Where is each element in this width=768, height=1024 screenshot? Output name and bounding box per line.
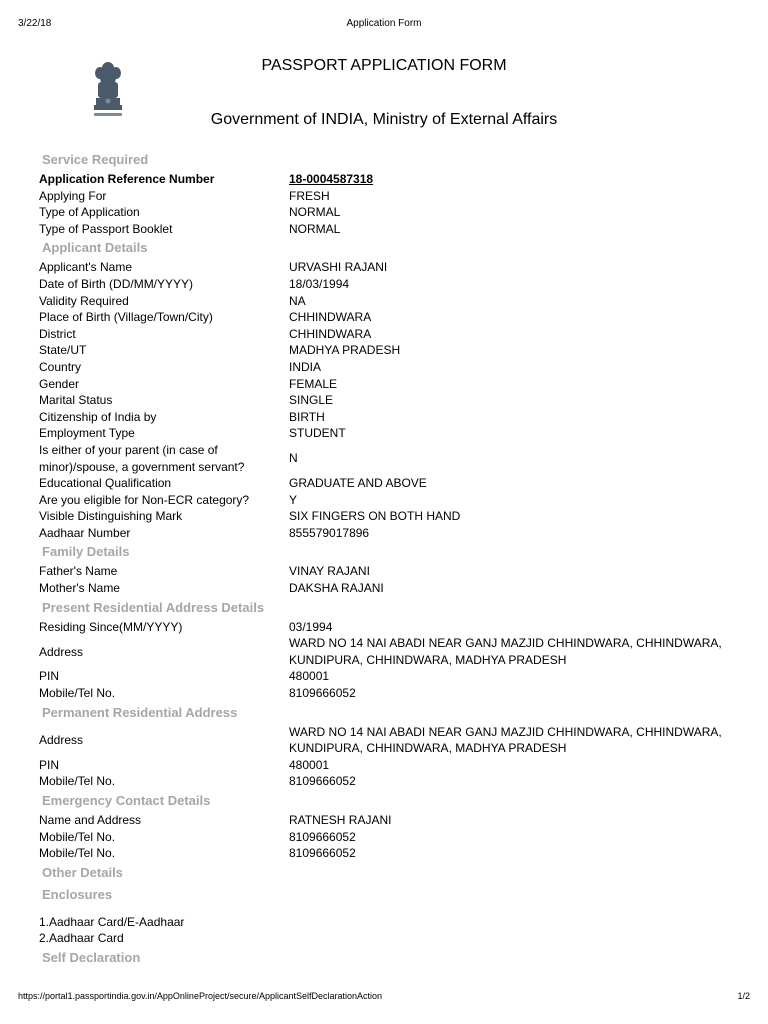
print-title: Application Form xyxy=(346,18,422,29)
detail-row xyxy=(39,326,739,343)
field-label: Educational Qualification xyxy=(39,476,172,491)
field-label: Type of Passport Booklet xyxy=(39,221,173,236)
field-value: 480001 xyxy=(289,669,330,684)
field-label: Marital Status xyxy=(39,393,113,408)
field-label: Mobile/Tel No. xyxy=(39,846,116,861)
field-label: Address xyxy=(39,732,84,747)
form-content xyxy=(39,149,739,969)
field-value: NORMAL xyxy=(289,221,341,236)
field-label: Mother's Name xyxy=(39,581,120,596)
field-value: GRADUATE AND ABOVE xyxy=(289,476,427,491)
field-value: 8109666052 xyxy=(289,829,356,844)
detail-row xyxy=(39,525,739,542)
section-title-other: Other Details xyxy=(42,864,123,880)
field-label: Gender xyxy=(39,376,80,391)
detail-row xyxy=(39,221,739,238)
field-value: 18/03/1994 xyxy=(289,276,350,291)
field-value: FRESH xyxy=(289,188,330,203)
detail-row xyxy=(39,580,739,597)
detail-row xyxy=(39,619,739,636)
detail-row xyxy=(39,376,739,393)
field-value: RATNESH RAJANI xyxy=(289,813,392,827)
field-label: Mobile/Tel No. xyxy=(39,829,116,844)
detail-row xyxy=(39,724,739,757)
field-label: Father's Name xyxy=(39,564,118,579)
list-item: 1.Aadhaar Card/E-Aadhaar xyxy=(39,914,185,929)
detail-row xyxy=(39,188,739,205)
detail-row xyxy=(39,204,739,221)
field-value: 855579017896 xyxy=(289,525,370,540)
field-label: Application Reference Number xyxy=(39,172,215,186)
field-label: Mobile/Tel No. xyxy=(39,774,116,789)
field-value: CHHINDWARA xyxy=(289,326,372,341)
field-label: Place of Birth (Village/Town/City) xyxy=(39,310,213,325)
detail-row xyxy=(39,492,739,509)
section-title-emergency: Emergency Contact Details xyxy=(42,793,211,808)
field-value: NA xyxy=(289,293,306,308)
field-label: State/UT xyxy=(39,343,87,358)
field-value: MADHYA PRADESH xyxy=(289,343,401,358)
field-value: WARD NO 14 NAI ABADI NEAR GANJ MAZJID CHHINDWARA, CHHINDWARA, KUNDIPURA, CHHINDWARA, MADHYA PRADESH xyxy=(289,636,722,667)
field-value: STUDENT xyxy=(289,426,346,441)
detail-row xyxy=(39,508,739,525)
detail-row xyxy=(39,342,739,359)
field-label: Visible Distinguishing Mark xyxy=(39,509,183,524)
field-label: PIN xyxy=(39,757,60,772)
section-title-applicant: Applicant Details xyxy=(42,240,148,256)
field-value: 8109666052 xyxy=(289,686,356,701)
field-value: N xyxy=(289,451,298,466)
field-value: 8109666052 xyxy=(289,774,356,789)
field-value: 480001 xyxy=(289,757,330,772)
page-url: https://portal1.passportindia.gov.in/AppOnlineProject/secure/ApplicantSelfDeclarationAction xyxy=(18,991,383,1001)
print-header xyxy=(0,18,768,34)
field-value: 8109666052 xyxy=(289,846,356,861)
field-label: Are you eligible for Non-ECR category? xyxy=(39,492,250,507)
detail-row xyxy=(39,276,739,293)
field-label: Is either of your parent (in case of minor)/spouse, a government servant? xyxy=(39,442,245,474)
section-title-self-declaration: Self Declaration xyxy=(42,949,141,965)
field-label: Address xyxy=(39,644,84,659)
detail-row xyxy=(39,409,739,426)
field-label: Employment Type xyxy=(39,426,135,441)
field-label: PIN xyxy=(39,669,60,684)
field-value: 18-0004587318 xyxy=(289,172,374,186)
field-value: DAKSHA RAJANI xyxy=(289,581,384,596)
field-label: Residing Since(MM/YYYY) xyxy=(39,619,183,634)
field-value: WARD NO 14 NAI ABADI NEAR GANJ MAZJID CHHINDWARA, CHHINDWARA, KUNDIPURA, CHHINDWARA, MADHYA PRADESH xyxy=(289,724,722,756)
detail-row xyxy=(39,359,739,376)
detail-row xyxy=(39,475,739,492)
field-label: Name and Address xyxy=(39,813,142,827)
section-title-enclosures: Enclosures xyxy=(42,886,113,902)
section-title-present-address: Present Residential Address Details xyxy=(42,599,265,615)
field-value: BIRTH xyxy=(289,409,325,424)
print-date: 3/22/18 xyxy=(18,18,52,29)
detail-row xyxy=(39,171,739,188)
field-label: Validity Required xyxy=(39,293,129,308)
field-label: Country xyxy=(39,359,82,374)
section-title-permanent-address: Permanent Residential Address xyxy=(42,704,238,720)
detail-row xyxy=(39,293,739,310)
field-value: SINGLE xyxy=(289,393,334,408)
detail-row xyxy=(39,757,739,774)
detail-row xyxy=(39,442,739,475)
field-label: Type of Application xyxy=(39,205,140,220)
field-label: Citizenship of India by xyxy=(39,409,157,424)
detail-row xyxy=(39,773,739,790)
detail-row xyxy=(39,392,739,409)
list-item: 2.Aadhaar Card xyxy=(39,931,124,946)
field-value: CHHINDWARA xyxy=(289,310,372,325)
field-label: Applicant's Name xyxy=(39,260,132,275)
section-title-service: Service Required xyxy=(42,152,149,167)
field-value: INDIA xyxy=(289,359,322,374)
detail-row xyxy=(39,259,739,276)
form-subtitle: Government of INDIA, Ministry of External Affairs xyxy=(210,111,558,128)
field-value: Y xyxy=(289,492,298,507)
form-title: PASSPORT APPLICATION FORM xyxy=(261,57,507,74)
detail-row xyxy=(39,812,739,829)
detail-row xyxy=(39,309,739,326)
field-value: NORMAL xyxy=(289,205,341,220)
detail-row xyxy=(39,635,739,668)
page-number: 1/2 xyxy=(737,991,750,1001)
field-value: VINAY RAJANI xyxy=(289,564,370,579)
section-title-family: Family Details xyxy=(42,544,130,560)
enclosure-list xyxy=(39,914,739,947)
detail-row xyxy=(39,668,739,685)
detail-row xyxy=(39,685,739,702)
field-value: SIX FINGERS ON BOTH HAND xyxy=(289,509,461,524)
field-label: Mobile/Tel No. xyxy=(39,686,116,701)
field-label: Date of Birth (DD/MM/YYYY) xyxy=(39,276,194,291)
field-label: Applying For xyxy=(39,188,107,203)
detail-row xyxy=(39,829,739,846)
field-value: 03/1994 xyxy=(289,619,333,634)
detail-row xyxy=(39,845,739,862)
field-value: URVASHI RAJANI xyxy=(289,260,388,275)
field-label: District xyxy=(39,326,76,341)
field-label: Aadhaar Number xyxy=(39,525,131,540)
detail-row xyxy=(39,563,739,580)
detail-row xyxy=(39,425,739,442)
field-value: FEMALE xyxy=(289,376,338,391)
